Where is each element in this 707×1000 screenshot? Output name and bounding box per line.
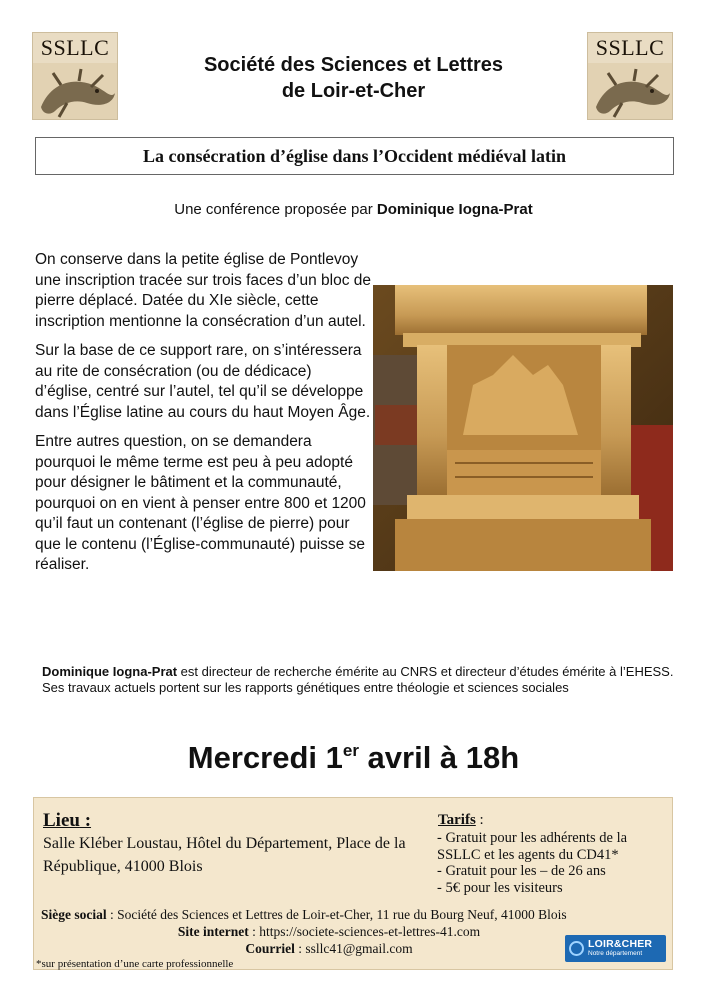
site-url[interactable]: : https://societe-sciences-et-lettres-41.com bbox=[248, 924, 481, 939]
siege-social bbox=[41, 907, 671, 923]
conference-title: La consécration d’église dans l’Occident médiéval latin bbox=[143, 145, 566, 166]
body-text bbox=[35, 250, 372, 585]
cd-logo-sub: Notre département bbox=[588, 950, 643, 957]
speaker-bio bbox=[42, 664, 682, 696]
footnote: *sur présentation d’une carte professionnelle bbox=[36, 958, 234, 970]
date-prefix: Mercredi 1 bbox=[187, 740, 343, 775]
siege-label: Siège social bbox=[41, 907, 107, 922]
byline-prefix: Une conférence proposée par bbox=[174, 201, 377, 218]
date-sup: er bbox=[342, 741, 359, 760]
event-date bbox=[0, 740, 707, 776]
logo-text: SSLLC bbox=[595, 35, 665, 60]
conference-title-box bbox=[35, 137, 674, 175]
lieu-address: Salle Kléber Loustau, Hôtel du Département, Place de la République, 41000 Blois bbox=[43, 835, 406, 875]
bio-text: est directeur de recherche émérite au CNRS et directeur d’études émérite à l’EHESS. Ses travaux actuels portent sur les rapports génétiques entre théologie et sciences sociales bbox=[42, 664, 674, 695]
paragraph-3: Entre autres question, on se demandera pourquoi le même terme est peu à peu adopté pour désigner le bâtiment et la communauté, pourquoi on en vient à penser entre 800 et 1200 qu’il faut un contenant (l’église de pierre) pour que le contenu (l’Église-communauté) puisse se réaliser. bbox=[35, 433, 366, 573]
byline bbox=[0, 201, 707, 218]
salamander-icon bbox=[33, 63, 118, 120]
tarifs-label: Tarifs bbox=[438, 812, 476, 828]
courriel bbox=[34, 941, 624, 957]
lieu-label: Lieu bbox=[43, 810, 80, 831]
bio-name: Dominique Iogna-Prat bbox=[42, 664, 178, 679]
lieu-title bbox=[43, 810, 91, 832]
paragraph-1: On conserve dans la petite église de Pontlevoy une inscription tracée sur trois faces d’un bloc de pierre déplacé. Datée du XIe siècle, cette inscription mentionne la consécration d’un autel. bbox=[35, 251, 372, 330]
tarifs-title bbox=[438, 812, 484, 829]
cd-logo-name: LOIR&CHER bbox=[588, 938, 653, 950]
tarifs-colon: : bbox=[475, 812, 484, 828]
salamander-icon bbox=[588, 63, 673, 120]
tarif-item: - 5€ pour les visiteurs bbox=[437, 879, 563, 896]
loir-et-cher-logo bbox=[565, 935, 666, 962]
tarifs-list bbox=[437, 830, 672, 896]
lieu-colon: : bbox=[79, 810, 92, 831]
info-box bbox=[33, 797, 673, 970]
siege-text: : Société des Sciences et Lettres de Loir-et-Cher, 11 rue du Bourg Neuf, 41000 Blois bbox=[106, 907, 567, 922]
ssllc-logo-right bbox=[587, 32, 673, 120]
society-title-line2: de Loir-et-Cher bbox=[281, 80, 426, 102]
society-title bbox=[130, 52, 577, 104]
site-internet bbox=[34, 924, 624, 940]
tarif-item: - Gratuit pour les adhérents de la SSLLC et les agents du CD41* bbox=[437, 830, 628, 863]
paragraph-2: Sur la base de ce support rare, on s’intéressera au rite de consécration (ou de dédicace) d’église, centré sur l’autel, tel qu’il se développe dans l’Église latine au cours du haut Moyen Âge. bbox=[35, 342, 371, 421]
ssllc-logo-left bbox=[32, 32, 118, 120]
tarif-item: - Gratuit pour les – de 26 ans bbox=[437, 863, 606, 879]
department-mark-icon bbox=[569, 941, 584, 956]
courriel-email[interactable]: : ssllc41@gmail.com bbox=[294, 941, 413, 956]
byline-speaker: Dominique Iogna-Prat bbox=[376, 201, 533, 218]
date-suffix: avril à 18h bbox=[358, 740, 520, 775]
society-title-line1: Société des Sciences et Lettres bbox=[203, 54, 504, 76]
site-label: Site internet bbox=[177, 924, 249, 939]
logo-text: SSLLC bbox=[40, 35, 110, 60]
courriel-label: Courriel bbox=[245, 941, 295, 956]
altar-photo bbox=[373, 285, 673, 571]
altar-illustration bbox=[373, 285, 673, 571]
